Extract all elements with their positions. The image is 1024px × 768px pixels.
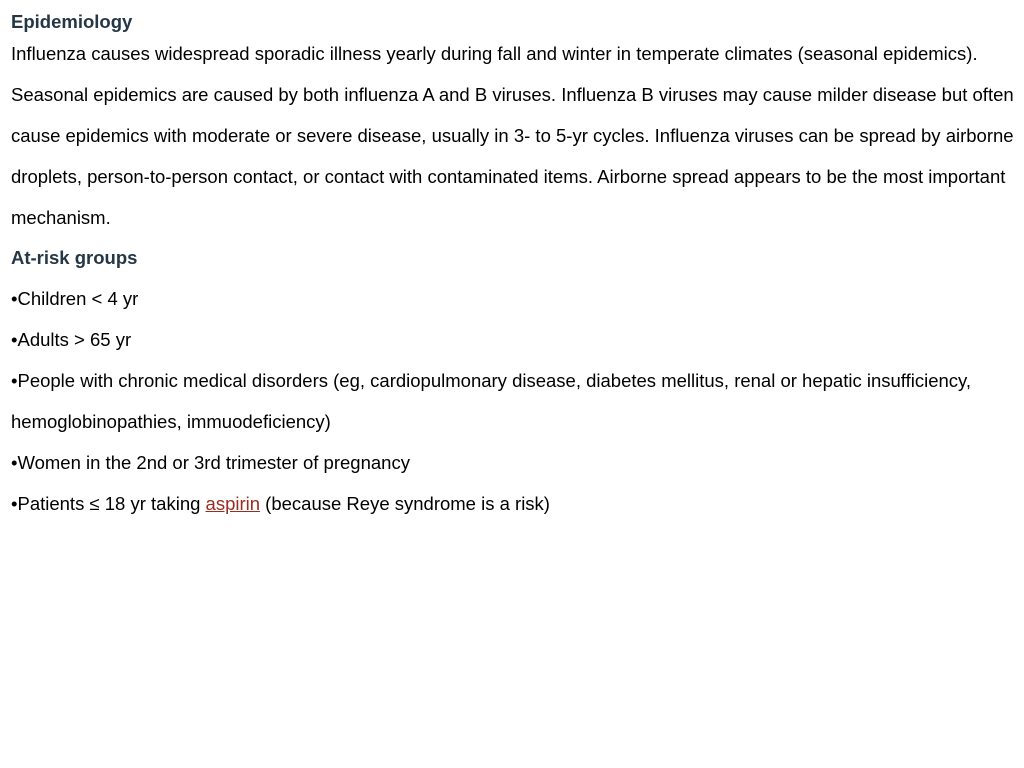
aspirin-item-prefix: •Patients ≤ 18 yr taking <box>11 493 206 514</box>
aspirin-item-suffix: (because Reye syndrome is a risk) <box>260 493 550 514</box>
at-risk-item-children: •Children < 4 yr <box>11 288 139 309</box>
at-risk-list <box>11 278 1014 524</box>
at-risk-item-pregnancy: •Women in the 2nd or 3rd trimester of pregnancy <box>11 452 410 473</box>
at-risk-heading: At-risk groups <box>11 247 138 268</box>
at-risk-item-aspirin <box>11 483 1014 524</box>
epidemiology-heading: Epidemiology <box>11 11 133 32</box>
aspirin-link[interactable]: aspirin <box>205 493 261 514</box>
at-risk-item-chronic-disorders: •People with chronic medical disorders (eg, cardiopulmonary disease, diabetes mellitus, renal or hepatic insufficiency, hemoglobinopathies, immuodeficiency) <box>11 370 972 432</box>
at-risk-item-adults: •Adults > 65 yr <box>11 329 132 350</box>
epidemiology-paragraph: Influenza causes widespread sporadic illness yearly during fall and winter in temperate climates (seasonal epidemics). Seasonal epidemics are caused by both influenza A and B viruses. Influenza B viruses may cause milder disease but often cause epidemics with moderate or severe disease, usually in 3- to 5-yr cycles. Influenza viruses can be spread by airborne droplets, person-to-person contact, or contact with contaminated items. Airborne spread appears to be the most important mechanism. <box>11 43 1014 228</box>
